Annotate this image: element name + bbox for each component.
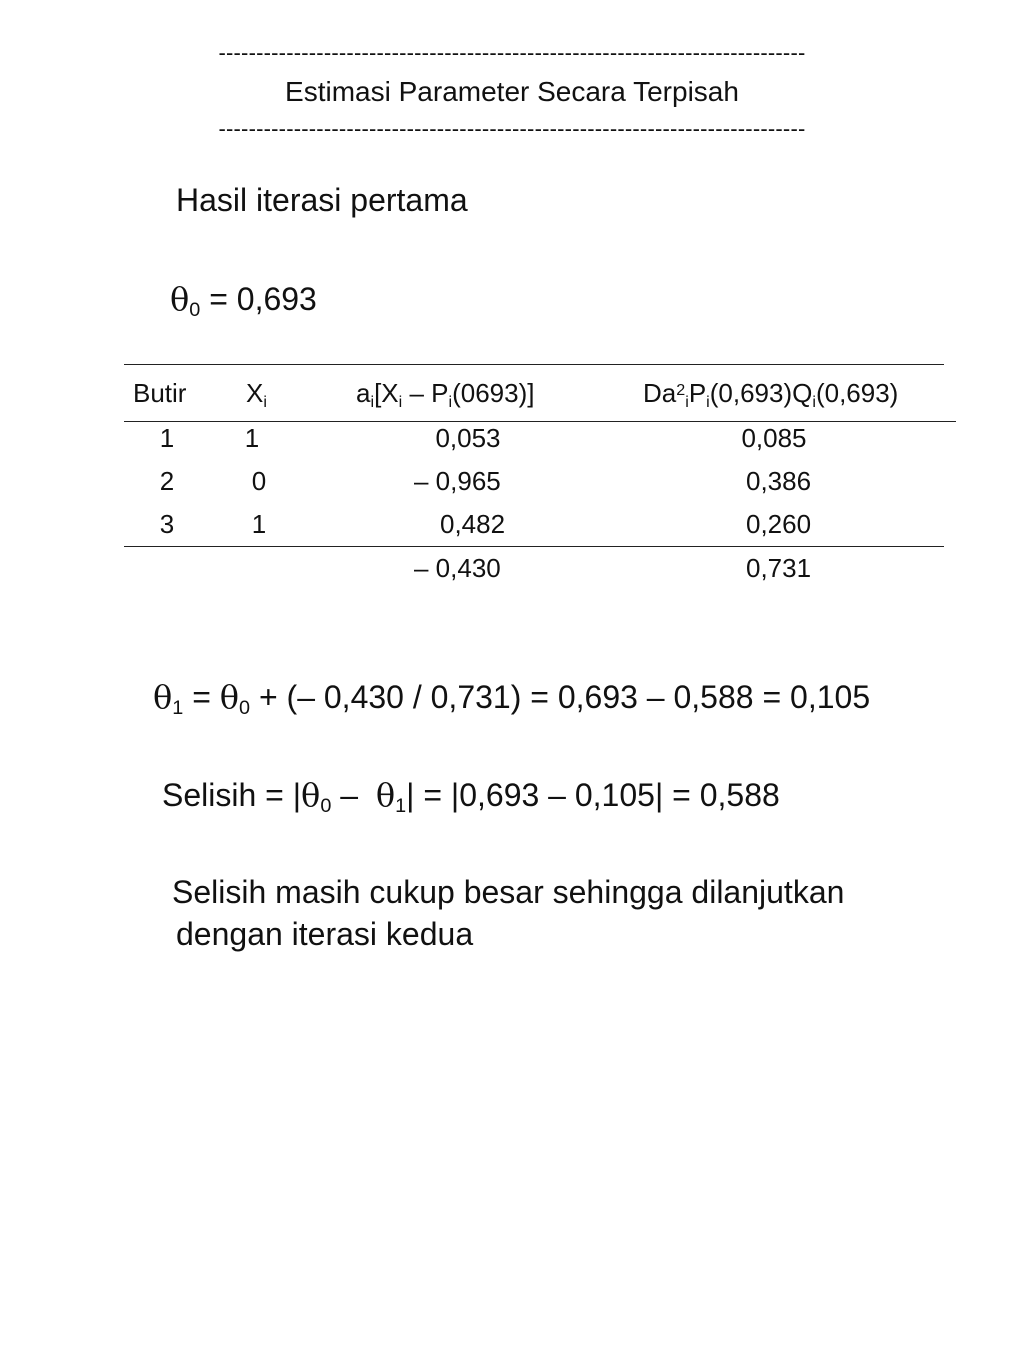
header-col-d-part: (0,693)Q bbox=[709, 378, 813, 408]
theta-subscript: 0 bbox=[239, 696, 251, 719]
table-total-a: – 0,430 bbox=[414, 553, 501, 583]
theta-subscript: 0 bbox=[320, 794, 332, 817]
theta-subscript: 1 bbox=[395, 794, 407, 817]
table-top-rule bbox=[124, 364, 944, 365]
table-cell-a: 0,053 bbox=[435, 423, 501, 453]
selisih-value: | = |0,693 – 0,105| = 0,588 bbox=[406, 777, 780, 813]
theta-symbol: θ bbox=[170, 280, 190, 318]
theta0-value: = 0,693 bbox=[200, 281, 317, 317]
table-total-rule bbox=[124, 546, 944, 547]
table-cell-d: 0,085 bbox=[741, 423, 807, 453]
table-cell-d: 0,260 bbox=[746, 509, 812, 539]
header-col-d-part: P bbox=[688, 378, 707, 408]
theta0-equation bbox=[170, 280, 317, 321]
theta-symbol: θ bbox=[153, 678, 173, 716]
header-rule-bottom: ------------------------------------------------------------------------------ bbox=[218, 116, 806, 141]
table-cell-a: – 0,965 bbox=[414, 466, 501, 496]
theta1-expression: + (– 0,430 / 0,731) = 0,693 – 0,588 = 0,105 bbox=[250, 679, 871, 715]
header-col-a-sub: i bbox=[370, 392, 375, 411]
table-cell-x: 0 bbox=[251, 466, 267, 496]
table-cell-butir: 1 bbox=[159, 423, 175, 453]
minus-sign: – bbox=[331, 777, 376, 813]
table-cell-a: 0,482 bbox=[440, 509, 506, 539]
header-col-a-sub: i bbox=[448, 392, 453, 411]
table-cell-x: 1 bbox=[251, 509, 267, 539]
header-col-d-part: Da bbox=[643, 378, 677, 408]
header-col-d-part: (0,693) bbox=[815, 378, 899, 408]
theta1-equation bbox=[153, 678, 871, 719]
equals-sign: = bbox=[183, 679, 220, 715]
theta-symbol: θ bbox=[219, 678, 240, 716]
conclusion-line-2: dengan iterasi kedua bbox=[176, 916, 474, 952]
header-butir: Butir bbox=[133, 378, 187, 408]
page-title: Estimasi Parameter Secara Terpisah bbox=[285, 76, 739, 107]
header-rule-top: ------------------------------------------------------------------------------ bbox=[218, 40, 806, 65]
header-col-a-part: – P bbox=[402, 378, 449, 408]
header-col-a-sub: i bbox=[398, 392, 403, 411]
table-total-d: 0,731 bbox=[746, 553, 812, 583]
header-col-a-part: [X bbox=[374, 378, 399, 408]
theta-symbol: θ bbox=[375, 776, 396, 814]
table-header-rule bbox=[124, 421, 956, 422]
table-cell-butir: 2 bbox=[159, 466, 175, 496]
selisih-prefix: Selisih = | bbox=[162, 777, 302, 813]
header-col-a bbox=[356, 378, 535, 411]
header-col-d-sub: i bbox=[685, 392, 689, 411]
header-col-d-sub: i bbox=[812, 392, 816, 411]
header-x-sub: i bbox=[263, 392, 267, 411]
theta-symbol: θ bbox=[301, 776, 321, 814]
header-col-d-sup: 2 bbox=[676, 380, 686, 399]
selisih-equation bbox=[162, 776, 780, 817]
header-col-d bbox=[643, 378, 899, 411]
header-col-a-part: a bbox=[356, 378, 371, 408]
theta-subscript: 1 bbox=[172, 696, 184, 719]
header-x bbox=[246, 378, 267, 411]
section-title: Hasil iterasi pertama bbox=[176, 182, 468, 218]
table-cell-butir: 3 bbox=[159, 509, 175, 539]
header-col-a-part: (0693)] bbox=[452, 378, 535, 408]
header-x-main: X bbox=[246, 378, 264, 408]
table-cell-x: 1 bbox=[244, 423, 260, 453]
theta-subscript: 0 bbox=[189, 298, 201, 321]
header-col-d-sub: i bbox=[706, 392, 710, 411]
conclusion-line-1: Selisih masih cukup besar sehingga dilanjutkan bbox=[172, 874, 845, 910]
table-cell-d: 0,386 bbox=[746, 466, 812, 496]
